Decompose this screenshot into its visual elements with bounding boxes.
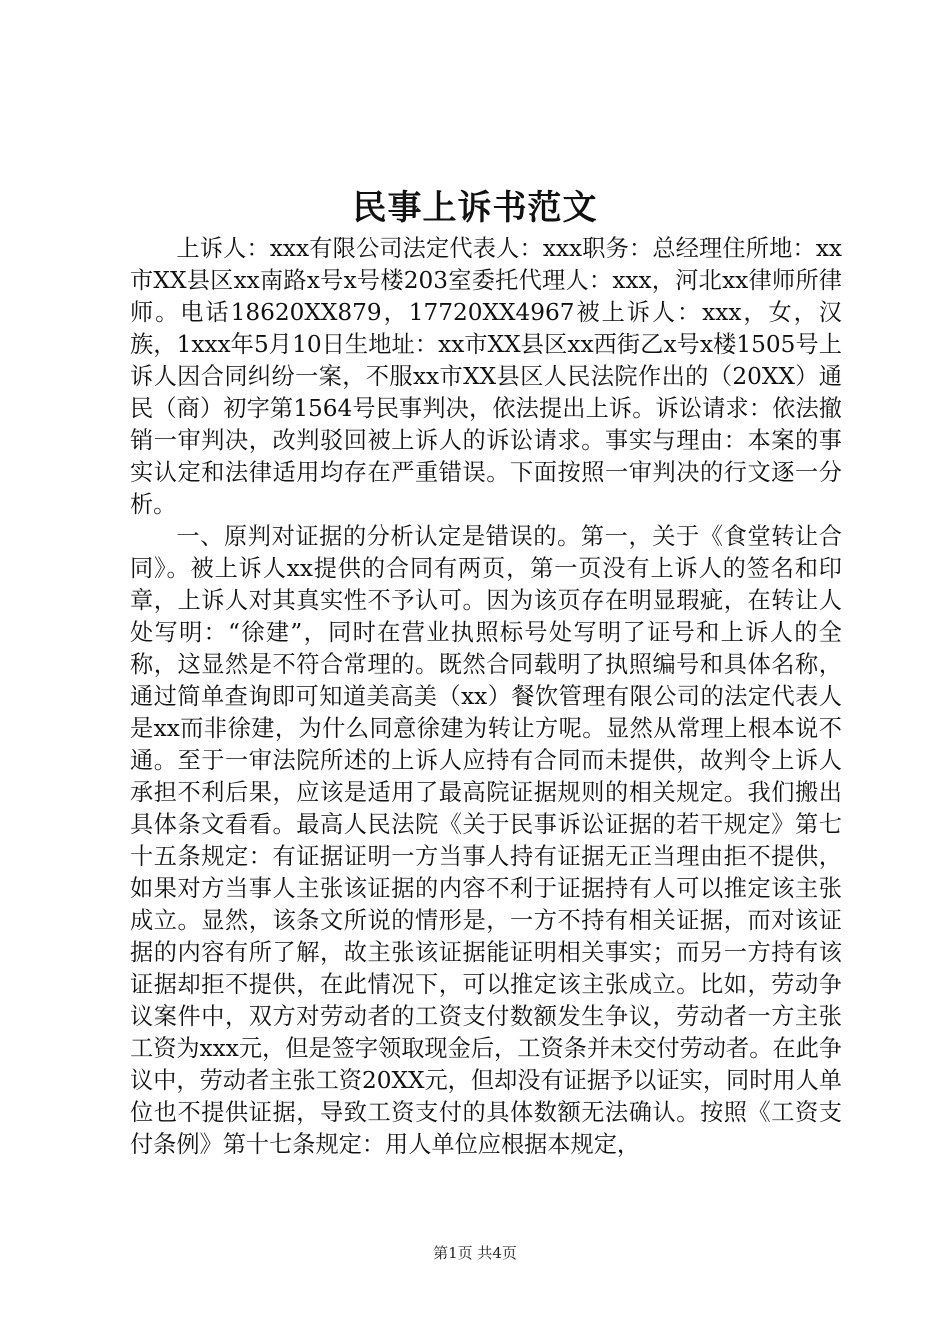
page-number-footer: 第1页 共4页 (433, 1244, 517, 1262)
paragraph-appeal-intro: 上诉人：xxx有限公司法定代表人：xxx职务：总经理住所地：xx市XX县区xx南路x号x号楼203室委托代理人：xxx，河北xx律师所律师。电话18620XX879，17720XX4967被上诉人：xxx，女，汉族，1xxx年5月10日生地址：xx市XX县区xx西街乙x号x楼1505号上诉人因合同纠纷一案，不服xx市XX县区人民法院作出的（20XX）通民（商）初字第1564号民事判决，依法提出上诉。诉讼请求：依法撤销一审判决，改判驳回被上诉人的诉讼请求。事实与理由：本案的事实认定和法律适用均存在严重错误。下面按照一审判决的行文逐一分析。 (130, 235, 842, 518)
paragraph-evidence-analysis: 一、原判对证据的分析认定是错误的。第一，关于《食堂转让合同》。被上诉人xx提供的合同有两页，第一页没有上诉人的签名和印章，上诉人对其真实性不予认可。因为该页存在明显瑕疵，在转让人处写明：“徐建”，同时在营业执照标号处写明了证号和上诉人的全称，这显然是不符合常理的。既然合同载明了执照编号和具体名称，通过简单查询即可知道美高美（xx）餐饮管理有限公司的法定代表人是xx而非徐建，为什么同意徐建为转让方呢。显然从常理上根本说不通。至于一审法院所述的上诉人应持有合同而未提供，故判令上诉人承担不利后果，应该是适用了最高院证据规则的相关规定。我们搬出具体条文看看。最高人民法院《关于民事诉讼证据的若干规定》第七十五条规定：有证据证明一方当事人持有证据无正当理由拒不提供，如果对方当事人主张该证据的内容不利于证据持有人可以推定该主张成立。显然，该条文所说的情形是，一方不持有相关证据，而对该证据的内容有所了解，故主张该证据能证明相关事实；而另一方持有该证据却拒不提供，在此情况下，可以推定该主张成立。比如，劳动争议案件中，双方对劳动者的工资支付数额发生争议，劳动者一方主张工资为xxx元，但是签字领取现金后，工资条并未交付劳动者。在此争议中，劳动者主张工资20XX元，但却没有证据予以证实，同时用人单位也不提供证据，导致工资支付的具体数额无法确认。按照《工资支付条例》第十七条规定：用人单位应根据本规定， (130, 523, 842, 1158)
document-body (130, 233, 842, 1161)
document-title: 民事上诉书范文 (352, 188, 598, 228)
